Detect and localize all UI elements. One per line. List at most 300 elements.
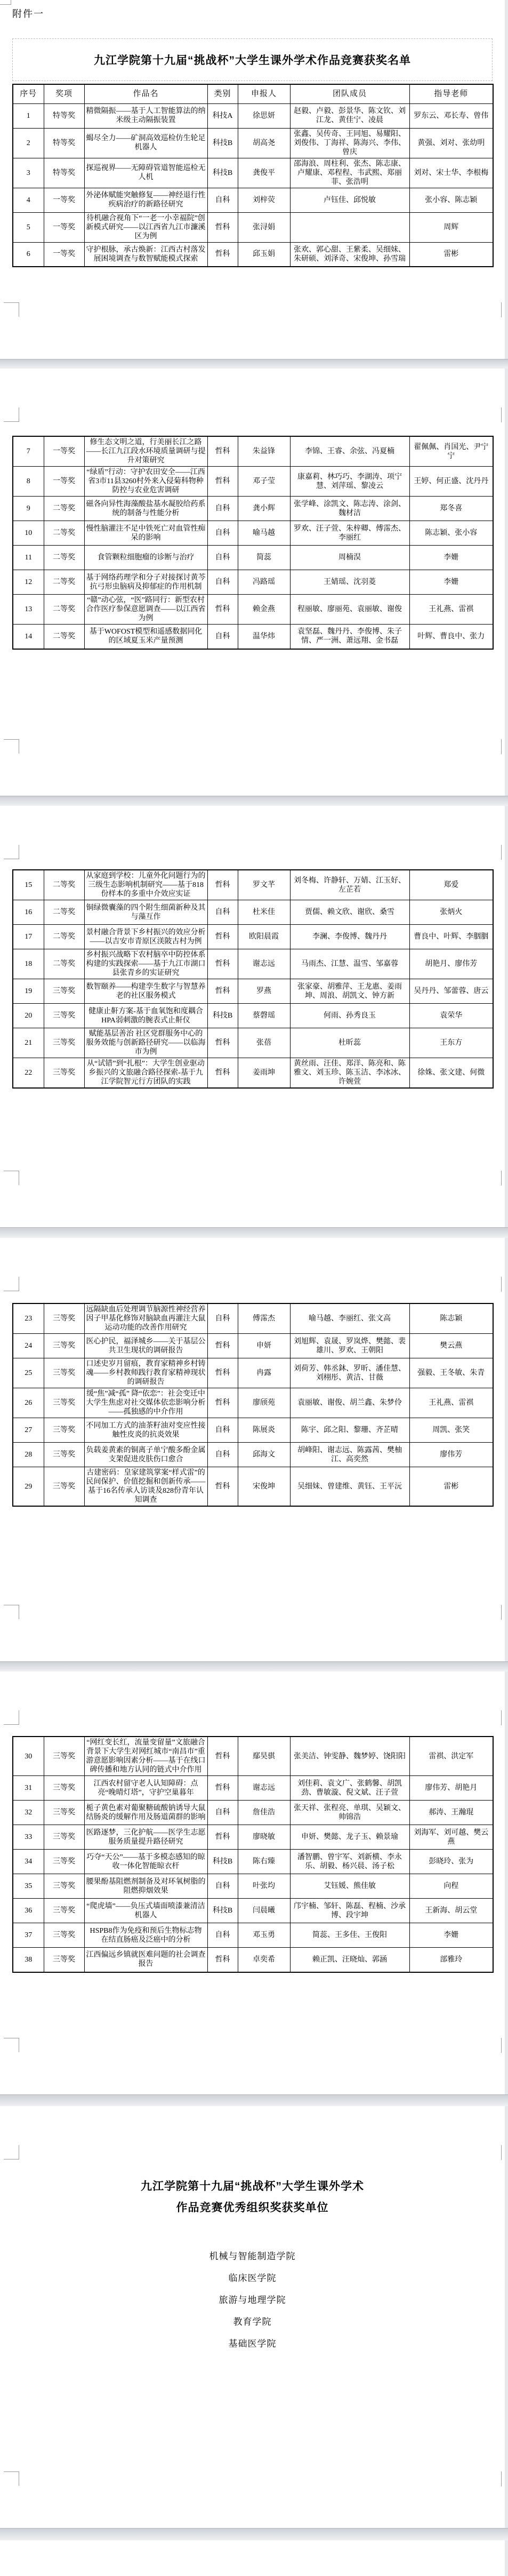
cell-award: 二等奖 [44, 949, 84, 979]
column-header-1: 奖项 [44, 84, 84, 103]
table-row [13, 1850, 493, 1874]
table-row [13, 1874, 493, 1899]
cell-applicant: 邓玉勇 [238, 1923, 290, 1948]
cell-no: 27 [13, 1418, 44, 1443]
cell-no: 17 [13, 925, 44, 949]
margin-mark [4, 739, 19, 754]
cell-no: 34 [13, 1850, 44, 1874]
cell-applicant: 罗文芊 [238, 870, 290, 900]
org-award-unit-list [0, 2245, 505, 2355]
cell-no: 10 [13, 521, 44, 546]
column-header-3: 类别 [207, 84, 238, 103]
cell-category: 哲科 [207, 1028, 238, 1058]
cell-award: 三等奖 [44, 1801, 84, 1825]
cell-team: 陈宇、邱之阳、黎珊、齐芷晴 [290, 1418, 409, 1443]
table-row [13, 949, 493, 979]
cell-work: 从家庭到学校：儿童外化问题行为的三级生态影响机制研究——基于818份样本的多重中介效应实证 [84, 870, 207, 900]
cell-work: 巧夺“天公”——基于多模态感知的晾收一体化智能晾衣杆 [84, 1850, 207, 1874]
margin-mark [4, 1605, 19, 1619]
cell-no: 12 [13, 570, 44, 595]
cell-advisors: 彭晓玲、张为 [409, 1850, 493, 1874]
cell-team: 艾钰媛、熊佳敏 [290, 1874, 409, 1899]
margin-mark [4, 845, 19, 859]
cell-applicant: 宋俊坤 [238, 1467, 290, 1507]
cell-advisors: 郑冬喜 [409, 497, 493, 521]
margin-mark [4, 1277, 19, 1291]
table-row [13, 436, 493, 467]
cell-award: 三等奖 [44, 1737, 84, 1776]
cell-no: 15 [13, 870, 44, 900]
cell-work: 精微隔振——基于人工智能算法的纳米级主动隔振装置 [84, 103, 207, 128]
table-row [13, 467, 493, 497]
cell-applicant: 申妍 [238, 1334, 290, 1358]
cell-award: 三等奖 [44, 1923, 84, 1948]
margin-mark [501, 2471, 505, 2486]
cell-applicant: 姜雨坤 [238, 1058, 290, 1089]
cell-no: 1 [13, 103, 44, 128]
cell-category: 科技A [207, 103, 238, 128]
table-row [13, 546, 493, 570]
cell-work: 赋能基层善治 社区党群服务中心的服务效能与创新路径研究——以临海市为例 [84, 1028, 207, 1058]
cell-team: 简蕊、王多佳、王俊阳 [290, 1923, 409, 1948]
cell-no: 20 [13, 1004, 44, 1028]
cell-team: 潘智鹏、曾宇军、刘新横、李永乐、胡毅、杨兴晨、汤子松 [290, 1850, 409, 1874]
cell-applicant: 廖颀苑 [238, 1388, 290, 1418]
cell-work: “网红变长红，流量变留量”文旅融合背景下大学生对网红城市“南昌市”重游意愿影响因素分析——基于在线口碑传播和地方认同的链式中介作用 [84, 1737, 207, 1776]
cell-award: 二等奖 [44, 497, 84, 521]
cell-award: 二等奖 [44, 900, 84, 925]
cell-advisors: 雷彬 [409, 1467, 493, 1507]
cell-no: 2 [13, 128, 44, 158]
cell-advisors: 周凯、张笑 [409, 1418, 493, 1443]
cell-no: 35 [13, 1874, 44, 1899]
cell-award: 特等奖 [44, 158, 84, 188]
cell-applicant: 廖晓敏 [238, 1825, 290, 1850]
org-award-unit: 教育学院 [233, 2317, 272, 2327]
margin-mark [4, 302, 19, 317]
cell-no: 7 [13, 436, 44, 467]
cell-team: 赵毅、卢毅、彭景华、陈文钦、刘江龙、黄佳宁、凌晨 [290, 103, 409, 128]
cell-work: 慢性脑灌注不足中铁死亡对血管性痴呆的影响 [84, 521, 207, 546]
cell-advisors: 王礼燕、雷祺 [409, 1388, 493, 1418]
cell-team: 喻马越、李丽红、张文高 [290, 1303, 409, 1334]
cell-applicant: 谢志远 [238, 949, 290, 979]
cell-team: 张天祥、张程亮、单琪、吴颖文、帅锦浩 [290, 1801, 409, 1825]
table-row [13, 979, 493, 1004]
column-header-4: 申报人 [238, 84, 290, 103]
cell-work: 探巡视界——无障碍管道智能巡检无人机 [84, 158, 207, 188]
cell-work: 不同加工方式的油茶籽油对变应性接触性皮炎的抗炎效果 [84, 1418, 207, 1443]
document-page-5 [0, 1671, 505, 2094]
table-row [13, 570, 493, 595]
page-separator [0, 2094, 508, 2106]
page-separator [0, 1661, 508, 1671]
cell-applicant: 胡高尧 [238, 128, 290, 158]
cell-no: 26 [13, 1388, 44, 1418]
cell-category: 哲科 [207, 1388, 238, 1418]
page-separator [0, 2528, 508, 2540]
cell-advisors: 李姗 [409, 546, 493, 570]
table-row [13, 925, 493, 949]
cell-award: 三等奖 [44, 1058, 84, 1089]
table-row [13, 1776, 493, 1801]
cell-work: 腰果酚基阻燃剂制备及对环氧树脂的阻燃抑烟效果 [84, 1874, 207, 1899]
cell-award: 三等奖 [44, 1004, 84, 1028]
table-row [13, 1467, 493, 1507]
cell-work: 医心护民，福泽城乡——关于基层公共卫生现状的调研报告 [84, 1334, 207, 1358]
award-table-page-3 [12, 869, 494, 1089]
margin-mark [501, 1710, 505, 1725]
cell-work: HSPB8作为免疫和预后生物标志物在结直肠癌及泛癌中的分析 [84, 1923, 207, 1948]
cell-category: 哲科 [207, 1334, 238, 1358]
page-separator [0, 1227, 508, 1238]
cell-award: 二等奖 [44, 546, 84, 570]
cell-no: 24 [13, 1334, 44, 1358]
cell-category: 自科 [207, 570, 238, 595]
table-row [13, 1058, 493, 1089]
table-row [13, 625, 493, 649]
cell-work: 基于网络药理学和分子对接探讨黄芩抗弓形虫脑病及抑郁症的作用机制 [84, 570, 207, 595]
margin-mark [501, 739, 505, 754]
cell-award: 三等奖 [44, 1303, 84, 1334]
cell-team: 贾儒、赖文欣、谢欣、桑雪 [290, 900, 409, 925]
cell-category: 哲科 [207, 1467, 238, 1507]
cell-category: 哲科 [207, 870, 238, 900]
cell-team: 刘荷芳、韩丞鈢、罗昕、潘佳慧、刘栩彤、黄洁、甘薇 [290, 1358, 409, 1388]
cell-no: 9 [13, 497, 44, 521]
table-row [13, 870, 493, 900]
cell-category: 哲科 [207, 212, 238, 242]
cell-advisors: 雷彬 [409, 242, 493, 267]
cell-no: 33 [13, 1825, 44, 1850]
margin-mark [4, 1710, 19, 1725]
cell-team: 赖正凯、汪晓灿、郭涵 [290, 1948, 409, 1972]
cell-category: 哲科 [207, 949, 238, 979]
table-row [13, 1418, 493, 1443]
cell-category: 自科 [207, 1874, 238, 1899]
margin-mark [501, 302, 505, 317]
org-award-title-line2: 作品竞赛优秀组织奖获奖单位 [176, 2202, 329, 2214]
cell-award: 二等奖 [44, 521, 84, 546]
cell-applicant: 简蕊 [238, 546, 290, 570]
cell-category: 科技B [207, 158, 238, 188]
table-row [13, 158, 493, 188]
cell-advisors: 王东方 [409, 1028, 493, 1058]
cell-award: 三等奖 [44, 1948, 84, 1972]
cell-advisors: 张炳火 [409, 900, 493, 925]
cell-team: 李澜、李俊博、魏丹丹 [290, 925, 409, 949]
table-row [13, 1443, 493, 1467]
cell-no: 4 [13, 188, 44, 212]
cell-applicant: 龚俊平 [238, 158, 290, 188]
cell-applicant: 刘梓荧 [238, 188, 290, 212]
cell-applicant: 鄢昊骐 [238, 1737, 290, 1776]
page-right-gutter [505, 0, 508, 2576]
cell-award: 一等奖 [44, 242, 84, 267]
cell-team: 胡峰阳、谢志远、陈露茜、樊柚江、高奕然 [290, 1443, 409, 1467]
cell-advisors: 樊云燕 [409, 1334, 493, 1358]
cell-no: 25 [13, 1358, 44, 1388]
cell-no: 6 [13, 242, 44, 267]
cell-category: 自科 [207, 521, 238, 546]
cell-team: 何雨、孙秀良玉 [290, 1004, 409, 1028]
cell-applicant: 徐思妍 [238, 103, 290, 128]
cell-no: 30 [13, 1737, 44, 1776]
cell-work: 食管颗粒细胞瘤的诊断与治疗 [84, 546, 207, 570]
cell-work: 江西农村留守老人认知障碍：点亮“晚晴灯塔”，守护空巢暮年 [84, 1776, 207, 1801]
cell-advisors: 胡艳月、廖伟芳 [409, 949, 493, 979]
table-row [13, 1334, 493, 1358]
cell-team: 刘佳莉、袁文广、张鹤馨、胡凯劲、曹敏漩、倪文斌、汪子萱 [290, 1776, 409, 1801]
cell-team: 康嘉莉、林巧巧、李湖涛、项宁慧、刘萍瑶、黎凌云 [290, 467, 409, 497]
cell-no: 23 [13, 1303, 44, 1334]
org-award-title [0, 2176, 505, 2219]
cell-award: 一等奖 [44, 436, 84, 467]
cell-advisors: 郝涛、王瀚琨 [409, 1801, 493, 1825]
cell-category: 自科 [207, 1303, 238, 1334]
cell-no: 36 [13, 1899, 44, 1923]
org-award-unit: 基础医学院 [228, 2339, 277, 2349]
table-row [13, 1923, 493, 1948]
award-table-page-5 [12, 1736, 494, 1973]
cell-work: 守护根脉，承古焕新：江西古村落发展困境调查与数智赋能模式探索 [84, 242, 207, 267]
cell-category: 哲科 [207, 242, 238, 267]
margin-mark [501, 1277, 505, 1292]
cell-work: 缓“焦”减“孤” 降“依恋”：社会变迁中大学生焦虑对社交媒体依恋影响分析——孤独感的中介作用 [84, 1388, 207, 1418]
table-row [13, 1358, 493, 1388]
cell-work: 医路逐梦，三化护航——医学生志愿服务质量提升路径研究 [84, 1825, 207, 1850]
award-table-title: 九江学院第十九届“挑战杯”大学生课外学术作品竞赛获奖名单 [94, 54, 411, 67]
cell-category: 自科 [207, 1801, 238, 1825]
cell-team: 张鑫、吴传奇、王同旭、易耀阳、刘俊伟、丁海祥、陈海兴、李伟、曾庆 [290, 128, 409, 158]
cell-team: 申妍、樊懿、龙子玉、赖景瑜 [290, 1825, 409, 1850]
award-title-box [12, 38, 493, 81]
cell-award: 二等奖 [44, 595, 84, 625]
cell-no: 31 [13, 1776, 44, 1801]
cell-advisors: 郑爱 [409, 870, 493, 900]
table-row [13, 900, 493, 925]
cell-work: “爬虎墙”——负压式墙面喷漆兼清洁机器人 [84, 1899, 207, 1923]
cell-advisors: 袁荣华 [409, 1004, 493, 1028]
cell-applicant: 闫晨曦 [238, 1899, 290, 1923]
cell-advisors: 翟佩佩、肖国光、尹宁宁 [409, 436, 493, 467]
cell-advisors: 廖伟芳 [409, 1443, 493, 1467]
cell-category: 自科 [207, 546, 238, 570]
cell-award: 二等奖 [44, 570, 84, 595]
org-award-unit: 旅游与地理学院 [219, 2295, 286, 2305]
cell-applicant: 蔡磬瑶 [238, 1004, 290, 1028]
document-page-2 [0, 368, 505, 796]
cell-advisors: 陈志颖、张小容 [409, 521, 493, 546]
cell-category: 自科 [207, 625, 238, 649]
cell-advisors: 刘对、宋士华、李根梅 [409, 158, 493, 188]
cell-work: 数智颐养——构建孪生数字与智慧养老的社区服务模式 [84, 979, 207, 1004]
margin-mark [4, 407, 19, 422]
cell-team: 黄丝雨、汪佳、郑洋、陈亮和、陈雅文、刘玉珍、陈玉洁、李冰冰、许婉萱 [290, 1058, 409, 1089]
margin-mark [4, 2471, 19, 2486]
cell-no: 3 [13, 158, 44, 188]
cell-award: 一等奖 [44, 212, 84, 242]
cell-work: 蝎尽全力——矿洞高效巡检仿生轮足机器人 [84, 128, 207, 158]
cell-work: 口述史岁月留痕，教育家精神乡村铸魂——乡村教师践行教育家精神现状的调研报告 [84, 1358, 207, 1388]
margin-mark [4, 2145, 19, 2159]
cell-advisors: 强毅、王冬敏、朱青 [409, 1358, 493, 1388]
cell-award: 特等奖 [44, 128, 84, 158]
cell-work: 栀子黄色素对葡聚糖硫酸钠诱导大鼠结肠炎的缓解作用及肠道菌群的影响 [84, 1801, 207, 1825]
cell-team: 杜昕蕊 [290, 1028, 409, 1058]
cell-advisors: 向程 [409, 1874, 493, 1899]
cell-advisors: 吴丹丹、邹蕾蓉、唐云 [409, 979, 493, 1004]
cell-work: 负载姜黄素的铜离子单宁酸多酚金属支架促进皮肤伤口愈合 [84, 1443, 207, 1467]
cell-work: 外泌体赋能突触修复——神经退行性疾病治疗的新路径研究 [84, 188, 207, 212]
table-row [13, 1388, 493, 1418]
cell-applicant: 欧阳晨霞 [238, 925, 290, 949]
document-page-6 [0, 2106, 505, 2528]
column-header-0: 序号 [13, 84, 44, 103]
table-row [13, 595, 493, 625]
award-table-page-4 [12, 1303, 494, 1507]
award-table-page-1 [12, 84, 494, 267]
cell-team: 王婧瑶、沈羽菱 [290, 570, 409, 595]
cell-category: 哲科 [207, 979, 238, 1004]
cell-applicant: 谢志远 [238, 1776, 290, 1801]
cell-team: 袁丽敏、谢俊、胡兰鑫、朱梦伶 [290, 1388, 409, 1418]
cell-advisors: 陈志颖 [409, 1303, 493, 1334]
cell-award: 二等奖 [44, 925, 84, 949]
cell-category: 哲科 [207, 467, 238, 497]
org-award-title-line1: 九江学院第十九届“挑战杯”大学生课外学术 [141, 2180, 364, 2193]
cell-applicant: 陈展炎 [238, 1418, 290, 1443]
cell-applicant: 邱玉娟 [238, 242, 290, 267]
margin-mark [501, 407, 505, 422]
cell-applicant: 罗燕 [238, 979, 290, 1004]
cell-work: 修生态文明之道，行美丽长江之路——长江九江段水环境质量调研与提升对策研究 [84, 436, 207, 467]
cell-applicant: 卓奕希 [238, 1948, 290, 1972]
cell-applicant: 张蓓 [238, 1028, 290, 1058]
table-row [13, 1028, 493, 1058]
cell-team: 张欢、郭心甜、王紫柔、吴细妹、朱研硕、刘泽奇、宋俊坤、孙雪瑞 [290, 242, 409, 267]
cell-advisors: 徐姝、张文建、何微 [409, 1058, 493, 1089]
cell-work: 古建密码：皇家建筑掌案“样式雷”的民间保护、价值挖掘和创新传承——基于16名传承人访谈及828份青年认知调查 [84, 1467, 207, 1507]
cell-category: 哲科 [207, 1358, 238, 1388]
cell-advisors: 李姗 [409, 570, 493, 595]
cell-team: 袁坚磊、魏丹丹、李俊博、朱子情、严一洲、萧远翔、金书磊 [290, 625, 409, 649]
table-row [13, 497, 493, 521]
cell-team: 卢钰佳、邱悦敏 [290, 188, 409, 212]
table-row [13, 1948, 493, 1972]
cell-advisors: 张小容、陈志颖 [409, 188, 493, 212]
cell-work: “绿盾”行动：守护农田安全——江西省3市11县3260村外来入侵菊科物种防控与农业危害调研 [84, 467, 207, 497]
cell-award: 二等奖 [44, 625, 84, 649]
margin-mark [0, 0, 11, 5]
cell-advisors: 周辉 [409, 212, 493, 242]
cell-no: 32 [13, 1801, 44, 1825]
cell-category: 哲科 [207, 1058, 238, 1089]
cell-category: 自科 [207, 497, 238, 521]
cell-team [290, 212, 409, 242]
cell-advisors: 王礼燕、雷祺 [409, 595, 493, 625]
cell-category: 哲科 [207, 1776, 238, 1801]
cell-applicant: 陈右臻 [238, 1850, 290, 1874]
cell-applicant: 龚小辉 [238, 497, 290, 521]
cell-team: 程丽敏、廖丽苑、袁丽敏、谢俊 [290, 595, 409, 625]
cell-applicant: 冯路瑶 [238, 570, 290, 595]
cell-advisors: 刘海军、刘可越、樊云燕 [409, 1825, 493, 1850]
cell-no: 18 [13, 949, 44, 979]
cell-applicant: 邱海文 [238, 1443, 290, 1467]
cell-award: 三等奖 [44, 1850, 84, 1874]
cell-award: 三等奖 [44, 1334, 84, 1358]
cell-no: 21 [13, 1028, 44, 1058]
cell-category: 自科 [207, 1418, 238, 1443]
cell-award: 三等奖 [44, 1388, 84, 1418]
table-row [13, 1737, 493, 1776]
cell-advisors: 廖伟芳、胡艳月 [409, 1776, 493, 1801]
cell-category: 自科 [207, 900, 238, 925]
cell-no: 28 [13, 1443, 44, 1467]
cell-work: 从“试错”到“扎根”：大学生创业驱动乡振兴的文旅融合路径探索-基于九江学院智元行方团队的实践 [84, 1058, 207, 1089]
cell-advisors: 叶辉、曹良中、张力 [409, 625, 493, 649]
table-row [13, 1899, 493, 1923]
cell-applicant: 赖金燕 [238, 595, 290, 625]
cell-category: 哲科 [207, 1737, 238, 1776]
cell-team: 张美洁、钟雯静、魏梦婷、饶阳阳 [290, 1737, 409, 1776]
table-row [13, 242, 493, 267]
table-row [13, 521, 493, 546]
cell-award: 三等奖 [44, 1467, 84, 1507]
cell-award: 三等奖 [44, 1899, 84, 1923]
table-row [13, 1801, 493, 1825]
cell-no: 13 [13, 595, 44, 625]
cell-work: “赣”动心弦，“医”路同行：新型农村合作医疗参保意愿调查——以江西省为例 [84, 595, 207, 625]
cell-award: 一等奖 [44, 188, 84, 212]
table-row [13, 1004, 493, 1028]
cell-work: 磁各向异性海藻酸盐基水凝胶给药系统的制备与性能分析 [84, 497, 207, 521]
cell-team: 吴细妹、曾建维、黄钰、王平沅 [290, 1467, 409, 1507]
page-separator [0, 796, 508, 806]
cell-applicant: 喻马越 [238, 521, 290, 546]
cell-applicant: 冉露 [238, 1358, 290, 1388]
cell-advisors: 王婷、何正盛、沈丹丹 [409, 467, 493, 497]
cell-team: 邵海浪、周柱利、张杰、陈志康、卢耀康、邓程程、韦武熙、郑丽菲、张浩明 [290, 158, 409, 188]
cell-work: 铜绿微囊藻的四个附生细菌新种及其与藻互作 [84, 900, 207, 925]
cell-award: 三等奖 [44, 1443, 84, 1467]
table-header-row [13, 84, 493, 103]
cell-no: 38 [13, 1948, 44, 1972]
cell-no: 16 [13, 900, 44, 925]
cell-no: 11 [13, 546, 44, 570]
cell-no: 5 [13, 212, 44, 242]
table-row [13, 1303, 493, 1334]
org-award-unit: 临床医学院 [228, 2273, 277, 2283]
margin-mark [501, 845, 505, 860]
cell-category: 科技B [207, 1899, 238, 1923]
column-header-5: 团队成员 [290, 84, 409, 103]
column-header-2: 作品名 [84, 84, 207, 103]
cell-applicant: 叶张均 [238, 1874, 290, 1899]
cell-category: 自科 [207, 1443, 238, 1467]
cell-team: 刘冬梅、许静轩、万婧、江玉好、左芷若 [290, 870, 409, 900]
cell-work: 待机融合视角下“一老一小幸福院”创新模式研究——以江西省九江市濂溪区为例 [84, 212, 207, 242]
cell-applicant: 詹佳浩 [238, 1801, 290, 1825]
cell-award: 三等奖 [44, 1358, 84, 1388]
cell-category: 自科 [207, 1923, 238, 1948]
table-row [13, 103, 493, 128]
org-award-unit: 机械与智能制造学院 [209, 2251, 296, 2261]
cell-advisors: 雷祺、洪定军 [409, 1737, 493, 1776]
cell-no: 37 [13, 1923, 44, 1948]
cell-applicant: 杜米佳 [238, 900, 290, 925]
